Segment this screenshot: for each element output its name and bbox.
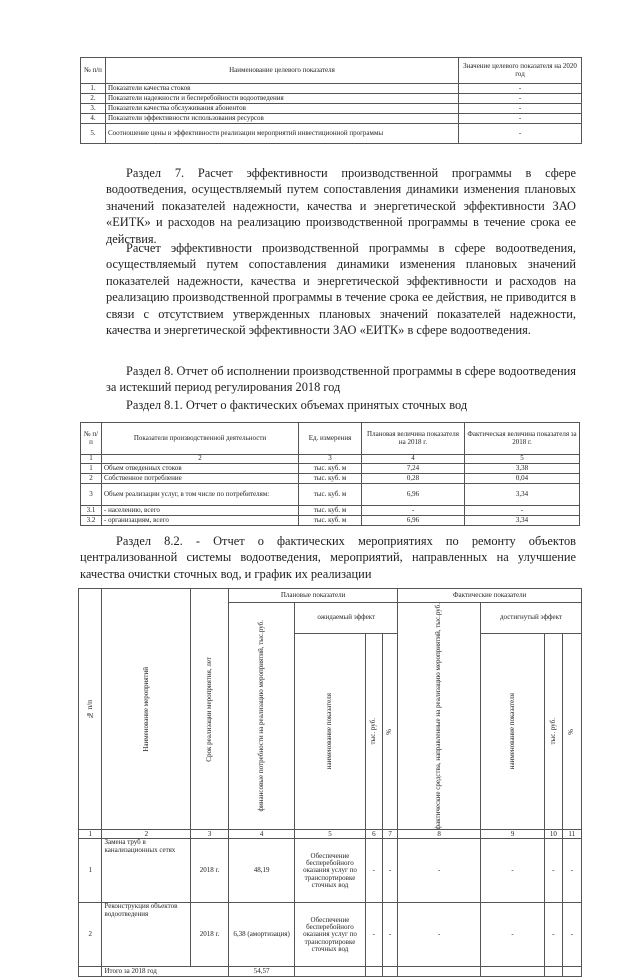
cell-num: 3.2	[81, 516, 102, 526]
cell-unit: тыс. куб. м	[299, 464, 362, 474]
table-row	[81, 464, 580, 474]
cell-num: 2.	[81, 94, 106, 104]
cell-indicator: Показатели качества стоков	[106, 84, 459, 94]
col-header-actual: Фактическая величина показателя за 2018 г.	[465, 423, 580, 455]
col-header-thr: тыс. руб.	[365, 633, 382, 830]
cell-fact-thr: -	[545, 903, 562, 967]
column-number-row	[79, 830, 582, 839]
table-row	[81, 484, 580, 506]
total-row	[79, 967, 582, 977]
col-number: 3	[191, 830, 229, 839]
cell-fact-pct: -	[562, 839, 581, 903]
cell-num: 5.	[81, 124, 106, 144]
repair-measures-table	[78, 588, 582, 977]
cell-unit: тыс. куб. м	[299, 484, 362, 506]
cell-actual: -	[465, 506, 580, 516]
cell-term: 2018 г.	[191, 903, 229, 967]
cell-value: -	[459, 94, 582, 104]
wastewater-volume-table	[80, 422, 580, 526]
col-header-fact-pct: %	[562, 633, 581, 830]
cell-indicator: - населению, всего	[102, 506, 299, 516]
cell-num: 4.	[81, 114, 106, 124]
cell-value: -	[459, 114, 582, 124]
col-header-term: Срок реализации мероприятия, лет	[191, 589, 229, 830]
col-header-indicator: Наименование целевого показателя	[106, 58, 459, 84]
cell-term: 2018 г.	[191, 839, 229, 903]
cell-unit: тыс. куб. м	[299, 516, 362, 526]
col-header-value: Значение целевого показателя на 2020 год	[459, 58, 582, 84]
col-header-pct: %	[383, 633, 398, 830]
cell-indicator: Показатели надежности и бесперебойности водоотведения	[106, 94, 459, 104]
col-number: 1	[79, 830, 102, 839]
col-number: 3	[299, 455, 362, 464]
cell-planned: -	[362, 506, 465, 516]
section-8-2-heading: Раздел 8.2. - Отчет о фактических мероприятиях по ремонту объектов централизованной системы водоотведения, мероприятий, направленных на улучшение качества очистки сточных вод, и график их реализации	[80, 534, 576, 581]
col-header-fact: Фактические показатели	[398, 589, 582, 603]
col-number: 2	[102, 830, 191, 839]
cell-indicator: Обеспечение бесперебойного оказания услуг по транспортировке сточных вод	[295, 839, 365, 903]
col-header-num: № п/п	[81, 423, 102, 455]
cell-indicator: Объем реализации услуг, в том числе по потребителям:	[102, 484, 299, 506]
col-number: 1	[81, 455, 102, 464]
cell-fact-thr: -	[545, 839, 562, 903]
section-7-body-paragraph: Расчет эффективности производственной программы в сфере водоотведения, осуществляемый путем сопоставления динамики изменения плановых значений показателей надежности, качества и энергетической эффективности и расходов на реализацию производственной программы в течение срока ее действия, не приводится в связи с отсутствием утвержденных плановых значений показателей надежности, качества и энергетической эффективности ЗАО «ЕИТК» в сфере водоотведения.	[106, 241, 576, 338]
section-8-1-heading: Раздел 8.1. Отчет о фактических объемах принятых сточных вод	[126, 398, 468, 412]
table-row	[81, 114, 582, 124]
cell-indicator: Соотношение цены и эффективности реализации мероприятий инвестиционной программы	[106, 124, 459, 144]
cell-num: 2	[79, 903, 102, 967]
cell-value: -	[459, 84, 582, 94]
col-number: 9	[480, 830, 544, 839]
cell-fin-plan: 6,38 (амортизация)	[228, 903, 294, 967]
cell-empty	[295, 967, 365, 977]
cell-thr: -	[365, 903, 382, 967]
table-row	[81, 506, 580, 516]
cell-fact-indicator: -	[480, 903, 544, 967]
table-row	[81, 94, 582, 104]
col-number: 11	[562, 830, 581, 839]
col-number: 6	[365, 830, 382, 839]
cell-actual: 3,38	[465, 464, 580, 474]
col-header-fact-thr: тыс. руб.	[545, 633, 562, 830]
col-header-fact-indicator: наименование показателя	[480, 633, 544, 830]
table-row	[81, 474, 580, 484]
table-row	[81, 104, 582, 114]
cell-num: 1.	[81, 84, 106, 94]
col-number: 7	[383, 830, 398, 839]
cell-empty	[398, 967, 481, 977]
cell-fin-fact: -	[398, 903, 481, 967]
cell-empty	[365, 967, 382, 977]
cell-indicator: - организациям, всего	[102, 516, 299, 526]
table-row	[79, 903, 582, 967]
cell-pct: -	[383, 839, 398, 903]
total-value: 54,57	[228, 967, 294, 977]
target-indicators-table	[80, 57, 582, 144]
col-number: 5	[465, 455, 580, 464]
cell-empty	[79, 967, 102, 977]
cell-num: 3	[81, 484, 102, 506]
table-row	[81, 124, 582, 144]
col-header-num: № п/п	[79, 589, 102, 830]
cell-indicator: Объем отведенных стоков	[102, 464, 299, 474]
col-header-fin-plan: финансовые потребности на реализацию мероприятий, тыс.руб.	[228, 603, 294, 830]
cell-indicator: Собственное потребление	[102, 474, 299, 484]
cell-fin-plan: 48,19	[228, 839, 294, 903]
cell-name: Замена труб в канализационных сетях	[102, 839, 191, 903]
cell-empty	[562, 967, 581, 977]
cell-fact-pct: -	[562, 903, 581, 967]
cell-unit: тыс. куб. м	[299, 474, 362, 484]
cell-planned: 6,96	[362, 516, 465, 526]
col-number: 8	[398, 830, 481, 839]
cell-num: 3.	[81, 104, 106, 114]
col-header-indicator: наименование показателя	[295, 633, 365, 830]
cell-indicator: Показатели качества обслуживания абонентов	[106, 104, 459, 114]
col-header-plan: Плановые показатели	[228, 589, 397, 603]
cell-num: 3.1	[81, 506, 102, 516]
col-header-num: № п/п	[81, 58, 106, 84]
cell-value: -	[459, 104, 582, 114]
section-8-heading: Раздел 8. Отчет об исполнении производственной программы в сфере водоотведения за истекший период регулирования 2018 год	[106, 364, 576, 395]
cell-indicator: Показатели эффективности использования ресурсов	[106, 114, 459, 124]
cell-actual: 3,34	[465, 484, 580, 506]
cell-planned: 7,24	[362, 464, 465, 474]
cell-value: -	[459, 124, 582, 144]
col-header-planned: Плановая величина показателя на 2018 г.	[362, 423, 465, 455]
col-number: 10	[545, 830, 562, 839]
cell-num: 2	[81, 474, 102, 484]
table-row	[81, 84, 582, 94]
col-number: 5	[295, 830, 365, 839]
cell-thr: -	[365, 839, 382, 903]
col-number: 4	[228, 830, 294, 839]
table-row	[81, 516, 580, 526]
cell-empty	[545, 967, 562, 977]
column-number-row	[81, 455, 580, 464]
cell-num: 1	[81, 464, 102, 474]
cell-empty	[480, 967, 544, 977]
total-label: Итого за 2018 год	[102, 967, 229, 977]
col-header-expected-effect: ожидаемый эффект	[295, 603, 398, 634]
cell-empty	[383, 967, 398, 977]
cell-planned: 6,96	[362, 484, 465, 506]
col-header-achieved-effect: достигнутый эффект	[480, 603, 581, 634]
col-header-name: Наименование мероприятий	[102, 589, 191, 830]
cell-planned: 0,28	[362, 474, 465, 484]
cell-fin-fact: -	[398, 839, 481, 903]
cell-name: Реконструкция объектов водоотведения	[102, 903, 191, 967]
cell-unit: тыс. куб. м	[299, 506, 362, 516]
section-7-heading-paragraph: Раздел 7. Расчет эффективности производственной программы в сфере водоотведения, осуществляемый путем сопоставления динамики изменения плановых значений показателей надежности, качества и энергетической эффективности ЗАО «ЕИТК» и расходов на реализацию производственной программы в течение срока ее действия.	[106, 166, 576, 246]
cell-pct: -	[383, 903, 398, 967]
cell-actual: 0,04	[465, 474, 580, 484]
cell-indicator: Обеспечение бесперебойного оказания услуг по транспортировке сточных вод	[295, 903, 365, 967]
table-row	[79, 839, 582, 903]
cell-num: 1	[79, 839, 102, 903]
col-header-indicator: Показатели производственной деятельности	[102, 423, 299, 455]
cell-actual: 3,34	[465, 516, 580, 526]
col-number: 4	[362, 455, 465, 464]
col-number: 2	[102, 455, 299, 464]
col-header-unit: Ед. измерения	[299, 423, 362, 455]
col-header-fin-fact: фактические средства, направленные на реализацию мероприятий, тыс.руб.	[398, 603, 481, 830]
cell-fact-indicator: -	[480, 839, 544, 903]
